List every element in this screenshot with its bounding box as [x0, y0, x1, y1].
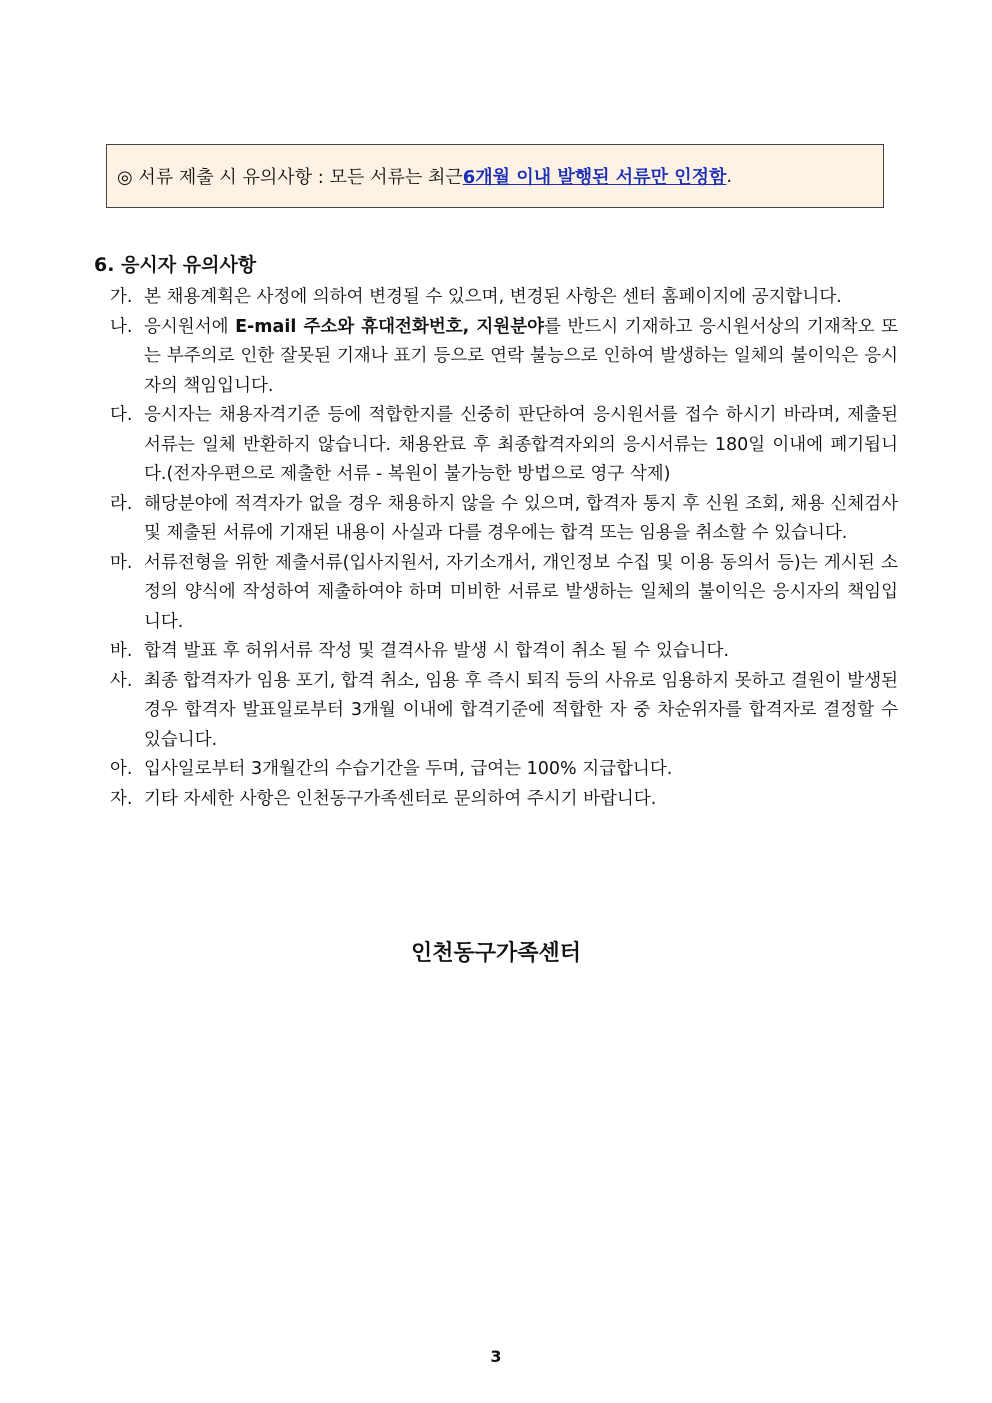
list-item: [110, 667, 898, 756]
item-marker: 나.: [110, 316, 133, 337]
item-marker: 바.: [110, 641, 133, 661]
document-notice-box: [106, 144, 884, 208]
item-text-pre: 응시원서에: [144, 316, 236, 337]
list-item: [110, 490, 898, 549]
list-item: [110, 637, 898, 667]
item-text-post: 를 반드시 기재하고 응시원서상의 기재착오 또는 부주의로 인한 잘못된 기재나 표기 등으로 연락 불능으로 인하여 발생하는 일체의 불이익은 응시자의 책임입니다.: [144, 316, 899, 396]
section-title: 6. 응시자 유의사항: [94, 254, 257, 276]
item-marker: 사.: [110, 670, 133, 691]
notice-list: [110, 283, 898, 814]
list-item: [110, 549, 898, 638]
item-marker: 마.: [110, 552, 133, 573]
list-item: [110, 313, 898, 402]
page-number: 3: [490, 1347, 502, 1366]
notice-suffix: .: [726, 165, 733, 187]
item-marker: 다.: [110, 405, 133, 425]
list-item: [110, 401, 898, 490]
item-text: 응시자는 채용자격기준 등에 적합한지를 신중히 판단하여 응시원서를 접수 하시기 바라며, 제출된 서류는 일체 반환하지 않습니다. 채용완료 후 최종합격자외의 응시서류는 180일 이내에 폐기됩니다.(전자우편으로 제출한 서류 - 복원이 불가능한 방법으로 영구 삭제): [144, 405, 898, 484]
item-text-bold: E-mail 주소와 휴대전화번호, 지원분야: [235, 316, 545, 337]
item-text: 기타 자세한 사항은 인천동구가족센터로 문의하여 주시기 바랍니다.: [144, 788, 657, 809]
list-item: [110, 755, 898, 785]
notice-emphasis: 6개월 이내 발행된 서류만 인정함: [462, 167, 727, 188]
notice-prefix: ◎ 서류 제출 시 유의사항 : 모든 서류는 최근: [117, 167, 463, 188]
item-marker: 아.: [110, 759, 133, 779]
item-text: 입사일로부터 3개월간의 수습기간을 두며, 급여는 100% 지급합니다.: [144, 759, 673, 779]
item-text: 본 채용계획은 사정에 의하여 변경될 수 있으며, 변경된 사항은 센터 홈페이지에 공지합니다.: [144, 287, 842, 307]
item-marker: 자.: [110, 788, 133, 809]
item-text: [144, 313, 898, 402]
item-text: 서류전형을 위한 제출서류(입사지원서, 자기소개서, 개인정보 수집 및 이용 동의서 등)는 게시된 소정의 양식에 작성하여 제출하여야 하며 미비한 서류로 발생하는 일체의 불이익은 응시자의 책임입니다.: [144, 552, 898, 632]
item-text: 합격 발표 후 허위서류 작성 및 결격사유 발생 시 합격이 취소 될 수 있습니다.: [144, 641, 730, 661]
item-marker: 가.: [110, 287, 133, 307]
item-text: 최종 합격자가 임용 포기, 합격 취소, 임용 후 즉시 퇴직 등의 사유로 임용하지 못하고 결원이 발생된 경우 합격자 발표일로부터 3개월 이내에 합격기준에 적합한 자 중 차순위자를 합격자로 결정할 수 있습니다.: [144, 670, 898, 750]
item-marker: 라.: [110, 493, 133, 514]
list-item: [110, 283, 898, 313]
list-item: [110, 785, 898, 815]
organization-name: 인천동구가족센터: [410, 941, 582, 966]
item-text: 해당분야에 적격자가 없을 경우 채용하지 않을 수 있으며, 합격자 통지 후 신원 조회, 채용 신체검사 및 제출된 서류에 기재된 내용이 사실과 다를 경우에는 합격 또는 임용을 취소할 수 있습니다.: [144, 493, 898, 543]
